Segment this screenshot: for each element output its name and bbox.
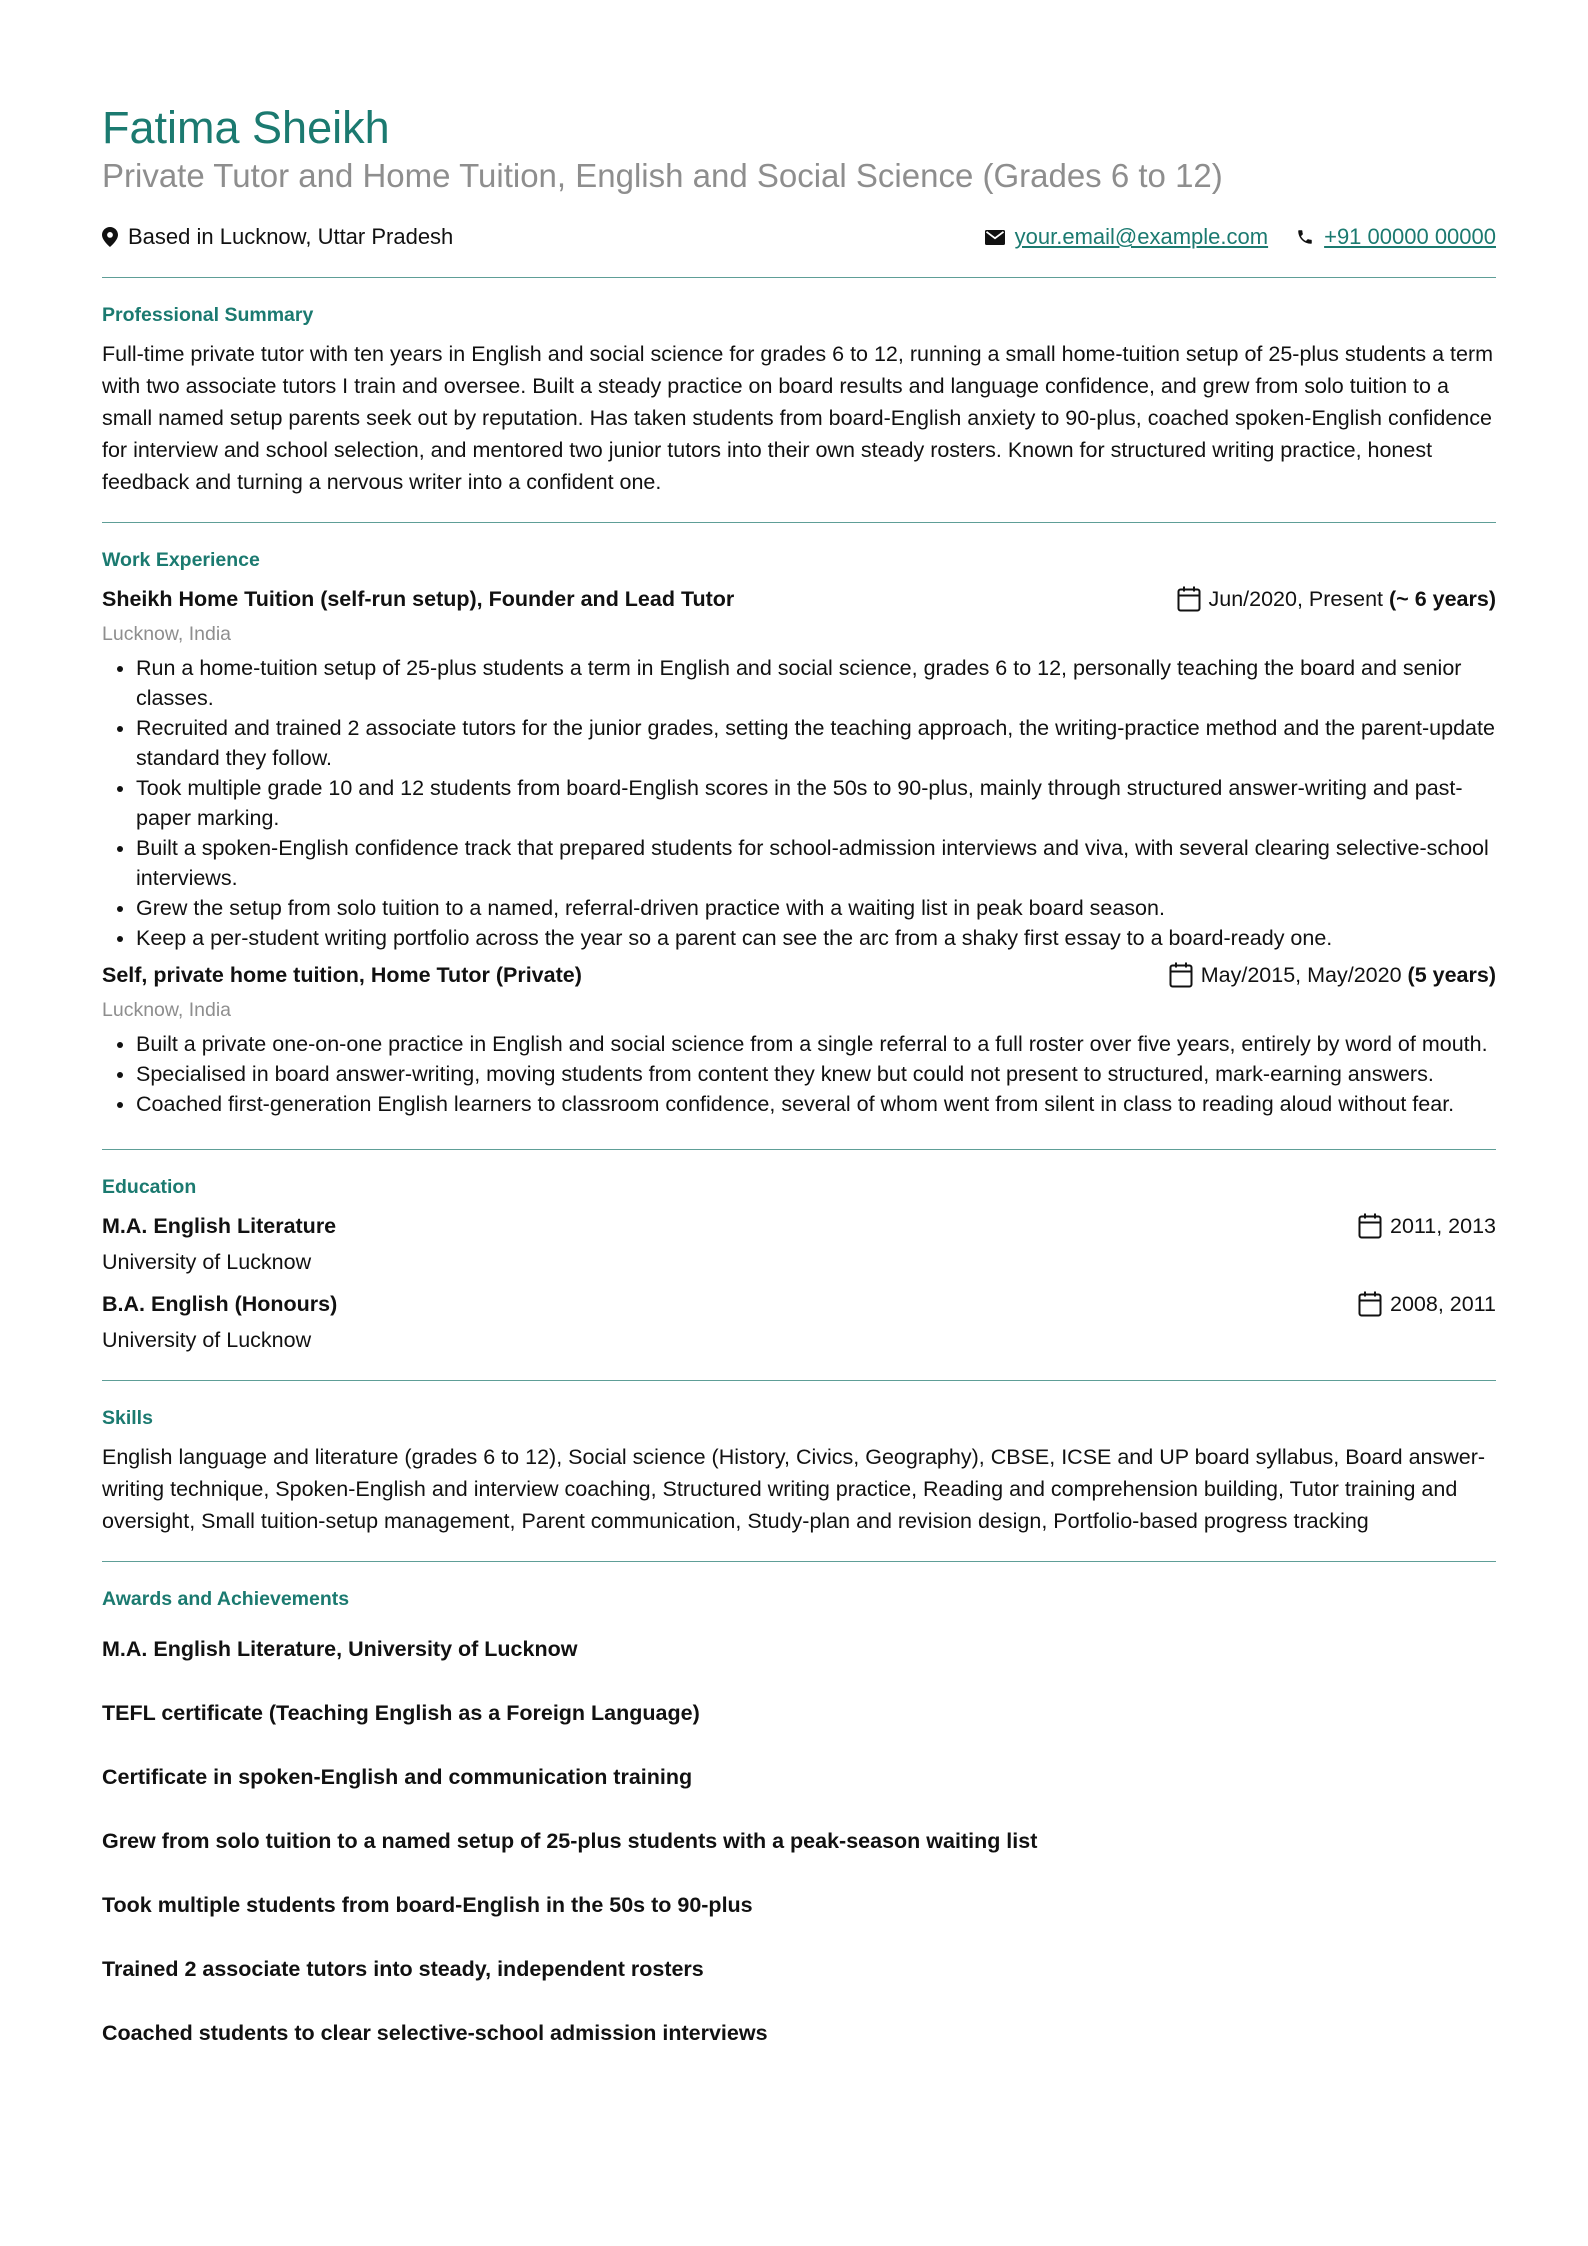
list-item: • Run a home-tuition setup of 25-plus students a term in English and social science, grades 6 to 12, personally teaching the board and senior classes. [136, 653, 1496, 713]
calendar-icon [1358, 1291, 1382, 1317]
job-bullets [102, 653, 1496, 953]
award-item: Grew from solo tuition to a named setup of 25-plus students with a peak-season waiting list [102, 1829, 1038, 1853]
awards-section [102, 1562, 1496, 2072]
list-item: • Specialised in board answer-writing, moving students from content they knew but could not present to structured, mark-earning answers. [136, 1059, 1496, 1089]
phone-icon [1296, 228, 1314, 246]
summary-section [102, 278, 1496, 522]
degree-name: B.A. English (Honours) [102, 1292, 338, 1316]
job-org: Sheikh Home Tuition (self-run setup) [102, 587, 477, 611]
location-item [102, 224, 453, 250]
email-item[interactable] [985, 224, 1268, 250]
job-location: Lucknow, India [102, 623, 232, 645]
education-entry [102, 1210, 1496, 1278]
section-title-awards: Awards and Achievements [102, 1588, 350, 1610]
job-date-range: Jun/2020, Present [1208, 587, 1384, 611]
list-item: • Coached first-generation English learners to classroom confidence, several of whom went from silent in class to reading aloud without fear. [136, 1089, 1496, 1119]
degree-name: M.A. English Literature [102, 1214, 337, 1238]
location-text: Based in Lucknow, Uttar Pradesh [128, 224, 454, 249]
job-bullets [102, 1029, 1496, 1119]
calendar-icon [1169, 962, 1193, 988]
awards-list [102, 1634, 1496, 2048]
job-dates [1177, 583, 1497, 615]
job-location: Lucknow, India [102, 999, 232, 1021]
list-item: • Recruited and trained 2 associate tutors for the junior grades, setting the teaching approach, the writing-practice method and the parent-update standard they follow. [136, 713, 1496, 773]
list-item: • Built a private one-on-one practice in English and social science from a single referral to a full roster over five years, entirely by word of mouth. [136, 1029, 1496, 1059]
list-item: • Took multiple grade 10 and 12 students from board-English scores in the 50s to 90-plus, mainly through structured answer-writing and past-paper marking. [136, 773, 1496, 833]
map-pin-icon [102, 227, 118, 247]
education-section [102, 1150, 1496, 1380]
section-title-skills: Skills [102, 1407, 153, 1429]
list-item: • Keep a per-student writing portfolio across the year so a parent can see the arc from a shaky first essay to a board-ready one. [136, 923, 1496, 953]
school-name: University of Lucknow [102, 1250, 312, 1274]
job-role: Home Tutor (Private) [370, 963, 582, 987]
list-item: • Built a spoken-English confidence track that prepared students for school-admission interviews and viva, with several clearing selective-school interviews. [136, 833, 1496, 893]
calendar-icon [1177, 586, 1201, 612]
school-name: University of Lucknow [102, 1328, 312, 1352]
education-date-range: 2008, 2011 [1389, 1292, 1496, 1316]
phone-item[interactable] [1296, 224, 1496, 250]
experience-section [102, 523, 1496, 1149]
job-org: Self, private home tuition [102, 963, 359, 987]
award-item: Coached students to clear selective-school admission interviews [102, 2021, 768, 2045]
job-entry [102, 583, 1496, 953]
candidate-name: Fatima Sheikh [102, 102, 390, 153]
email-link[interactable]: your.email@example.com [1014, 224, 1269, 249]
summary-text: Full-time private tutor with ten years in English and social science for grades 6 to 12, running a small home-tuition setup of 25-plus students a term with two associate tutors I train and oversee. Built a steady practice on board results and language confidence, and grew from solo tuition to a small named setup parents seek out by reputation. Has taken students from board-English anxiety to 90-plus, coached spoken-English confidence for interview and school selection, and mentored two junior tutors into their own steady rosters. Known for structured writing practice, honest feedback and turning a nervous writer into a confident one. [102, 342, 1494, 494]
contact-row [102, 222, 1496, 252]
award-item: Trained 2 associate tutors into steady, independent rosters [102, 1957, 704, 1981]
job-entry [102, 959, 1496, 1119]
calendar-icon [1358, 1213, 1382, 1239]
education-entry [102, 1288, 1496, 1356]
job-duration: (~ 6 years) [1389, 587, 1496, 611]
candidate-headline: Private Tutor and Home Tuition, English and Social Science (Grades 6 to 12) [102, 157, 1223, 194]
section-title-summary: Professional Summary [102, 304, 314, 326]
section-title-education: Education [102, 1176, 197, 1198]
skills-section [102, 1381, 1496, 1561]
section-title-experience: Work Experience [102, 549, 260, 571]
job-date-range: May/2015, May/2020 [1200, 963, 1402, 987]
award-item: Took multiple students from board-English in the 50s to 90-plus [102, 1893, 753, 1917]
envelope-icon [985, 230, 1005, 245]
list-item: • Grew the setup from solo tuition to a named, referral-driven practice with a waiting list in peak board season. [136, 893, 1496, 923]
job-role: Founder and Lead Tutor [488, 587, 735, 611]
job-title-line: Self, private home tuition, Home Tutor (Private) [102, 963, 582, 987]
award-item: M.A. English Literature, University of Lucknow [102, 1637, 578, 1661]
award-item: Certificate in spoken-English and communication training [102, 1765, 693, 1789]
education-dates [1358, 1288, 1496, 1320]
education-dates [1358, 1210, 1496, 1242]
education-date-range: 2011, 2013 [1389, 1214, 1496, 1238]
phone-link[interactable]: +91 00000 00000 [1324, 224, 1496, 249]
award-item: TEFL certificate (Teaching English as a Foreign Language) [102, 1701, 700, 1725]
job-duration: (5 years) [1407, 963, 1496, 987]
job-title-line: Sheikh Home Tuition (self-run setup), Founder and Lead Tutor [102, 587, 735, 611]
skills-text: English language and literature (grades 6 to 12), Social science (History, Civics, Geography), CBSE, ICSE and UP board syllabus, Board answer-writing technique, Spoken-English and interview coaching, Structured writing practice, Reading and comprehension building, Tutor training and oversight, Small tuition-setup management, Parent communication, Study-plan and revision design, Portfolio-based progress tracking [102, 1445, 1486, 1533]
job-dates [1169, 959, 1496, 991]
